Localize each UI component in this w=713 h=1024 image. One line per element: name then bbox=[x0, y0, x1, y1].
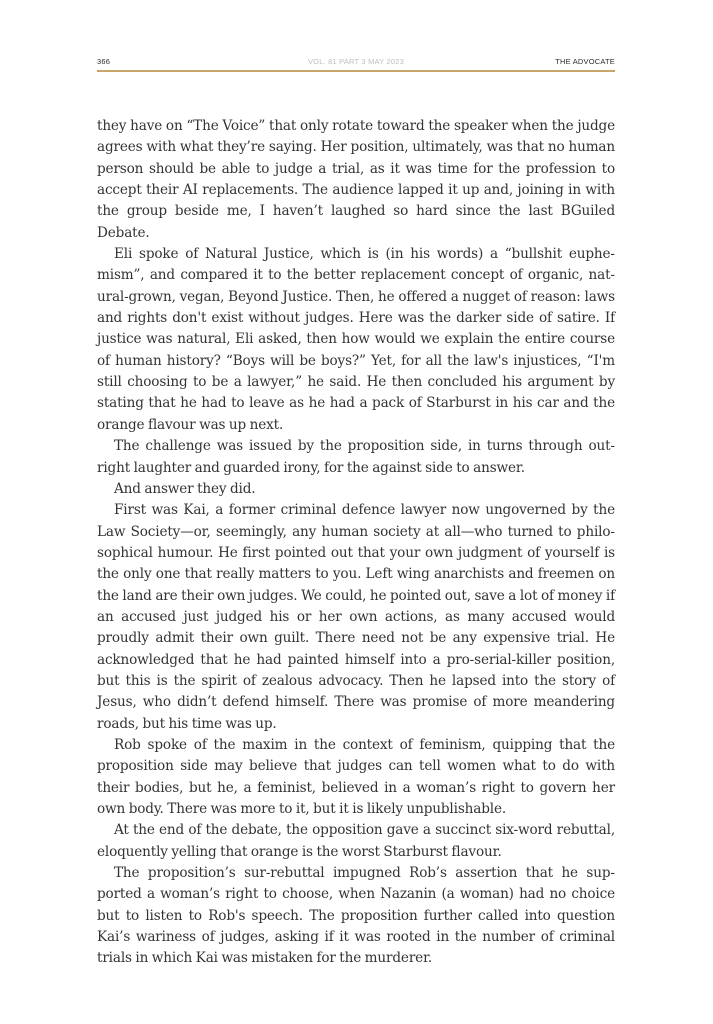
header-divider bbox=[97, 70, 615, 72]
paragraph-rob: Rob spoke of the maxim in the context of feminism, quipping that the proposition side may believe that judges can tell women what to do with their bodies, but he, a feminist, believed in a woman’s right to govern her own body. There was more to it, but it is likely unpublishable. bbox=[97, 736, 615, 817]
journal-title: THE ADVOCATE bbox=[555, 57, 615, 66]
paragraph-challenge: The challenge was issued by the proposition side, in turns through outright laughter and guarded irony, for the against side to answer. bbox=[97, 438, 615, 476]
paragraph-kai: First was Kai, a former criminal defence lawyer now ungoverned by the Law Society—or, seemingly, any human society at all—who turned to philosophical humour. He first pointed out that your own judgment of yourself is the only one that really matters to you. Left wing anarchists and freemen on the land are their own judges. We could, he pointed out, save a lot of money if an accused just judged his or her own actions, as many accused would proudly admit their own guilt. There need not be any expensive trial. He acknowledged that he had painted himself into a pro-serial-killer position, but this is the spirit of zealous advocacy. Then he lapsed into the story of Jesus, who didn’t defend himself. There was promise of more meandering roads, but his time was up. bbox=[97, 502, 615, 732]
paragraph-answer: And answer they did. bbox=[114, 480, 256, 497]
running-header bbox=[97, 57, 615, 69]
page-number: 366 bbox=[97, 57, 111, 66]
paragraph-rebuttal: At the end of the debate, the opposition gave a succinct six-word rebuttal, eloquently yelling that orange is the worst Starburst flavour. bbox=[97, 822, 615, 860]
paragraph-sur-rebuttal: The proposition’s sur-rebuttal impugned Rob’s assertion that he supported a woman’s right to choose, when Nazanin (a woman) had no choice but to listen to Rob's speech. The proposition further called into question Kai’s wariness of judges, asking if it was rooted in the number of criminal trials in which Kai was mistaken for the murderer. bbox=[97, 865, 615, 967]
issue-info: VOL. 81 PART 3 MAY 2023 bbox=[307, 57, 405, 66]
paragraph-continued: they have on “The Voice” that only rotate toward the speaker when the judge agrees with what they’re saying. Her position, ultimately, was that no human person should be able to judge a trial, as it was time for the profession to accept their AI replacements. The audience lapped it up and, joining in with the group beside me, I haven’t laughed so hard since the last BGuiled Debate. bbox=[97, 118, 615, 241]
paragraph-eli: Eli spoke of Natural Justice, which is (in his words) a “bullshit euphemism”, and compared it to the better replacement concept of organic, natural-grown, vegan, Beyond Justice. Then, he offered a nugget of reason: laws and rights don't exist without judges. Here was the darker side of satire. If justice was natural, Eli asked, then how would we explain the entire course of human history? “Boys will be boys?” Yet, for all the law's injustices, “I'm still choosing to be a lawyer,” he said. He then concluded his argument by stating that he had to leave as he had a pack of Starburst in his car and the orange flavour was up next. bbox=[97, 246, 615, 433]
article-body bbox=[97, 116, 615, 970]
